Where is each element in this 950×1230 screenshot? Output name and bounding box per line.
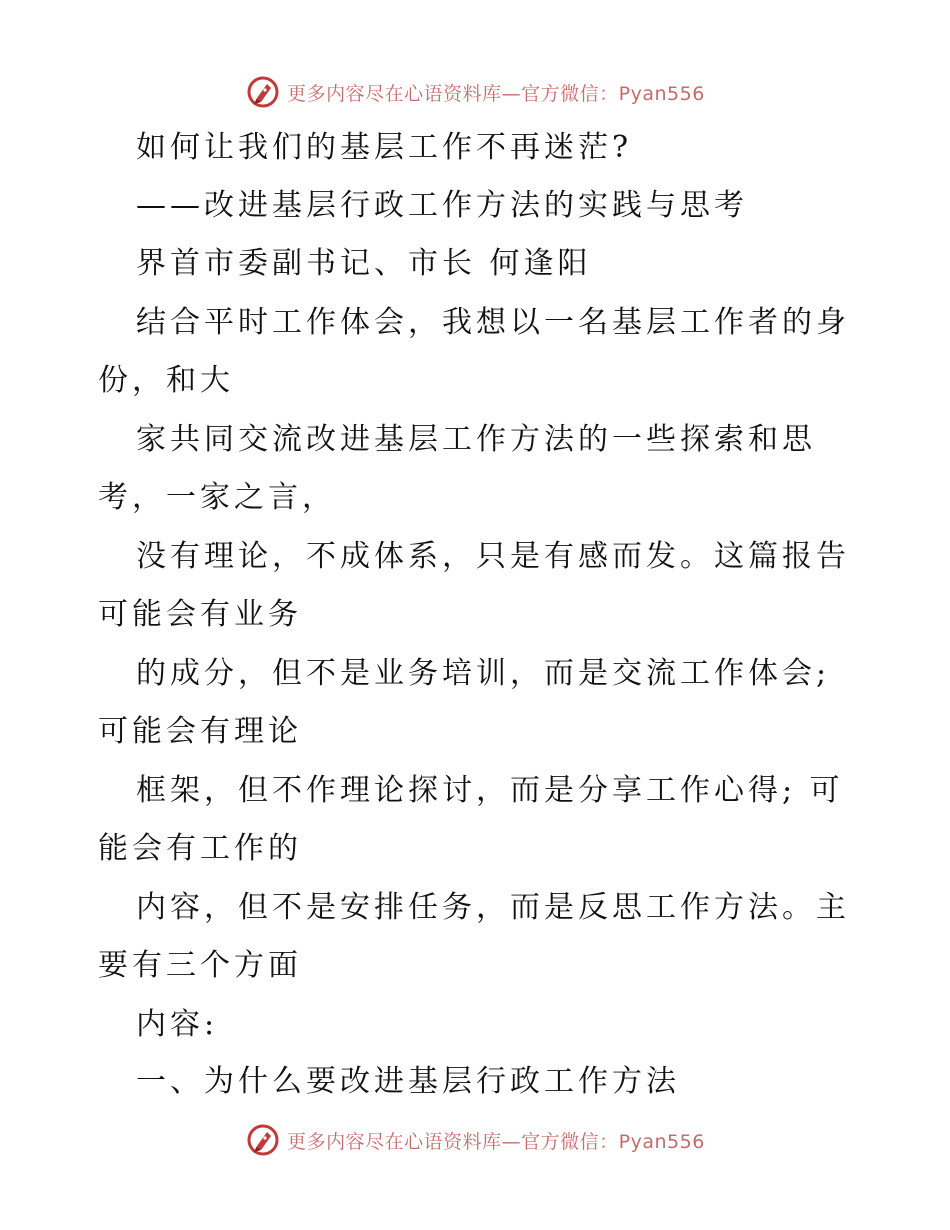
paragraph-line: 要有三个方面 <box>98 948 302 983</box>
paragraph-line: 可能会有理论 <box>98 714 302 749</box>
paragraph-line: 考，一家之言， <box>98 480 336 515</box>
paragraph-line: 可能会有业务 <box>98 597 302 632</box>
header-watermark <box>0 72 950 112</box>
section-heading: 一、为什么要改进基层行政工作方法 <box>136 1064 680 1099</box>
paragraph-line: 的成分，但不是业务培训，而是交流工作体会; <box>136 656 831 691</box>
paragraph-line: 框架，但不作理论探讨，而是分享工作心得; 可 <box>136 773 844 808</box>
paragraph-line: 内容，但不是安排任务，而是反思工作方法。主 <box>136 890 850 925</box>
watermark-text: 更多内容尽在心语资料库—官方微信：Pyan556 <box>287 82 705 105</box>
paragraph-line: 份，和大 <box>98 363 234 398</box>
footer-watermark <box>0 1120 950 1160</box>
pen-nib-logo-icon <box>245 74 281 110</box>
paragraph-line: 结合平时工作体会，我想以一名基层工作者的身 <box>136 305 850 340</box>
paragraph-line: 没有理论，不成体系，只是有感而发。这篇报告 <box>136 539 850 574</box>
paragraph-line: 内容: <box>136 1007 219 1042</box>
document-subtitle: ——改进基层行政工作方法的实践与思考 <box>136 188 748 223</box>
paragraph-line: 能会有工作的 <box>98 831 302 866</box>
pen-nib-logo-icon <box>245 1122 281 1158</box>
document-title: 如何让我们的基层工作不再迷茫? <box>136 130 633 165</box>
paragraph-line: 家共同交流改进基层工作方法的一些探索和思 <box>136 422 816 457</box>
watermark-text: 更多内容尽在心语资料库—官方微信：Pyan556 <box>287 1130 705 1153</box>
document-author: 界首市委副书记、市长 何逢阳 <box>136 246 592 281</box>
